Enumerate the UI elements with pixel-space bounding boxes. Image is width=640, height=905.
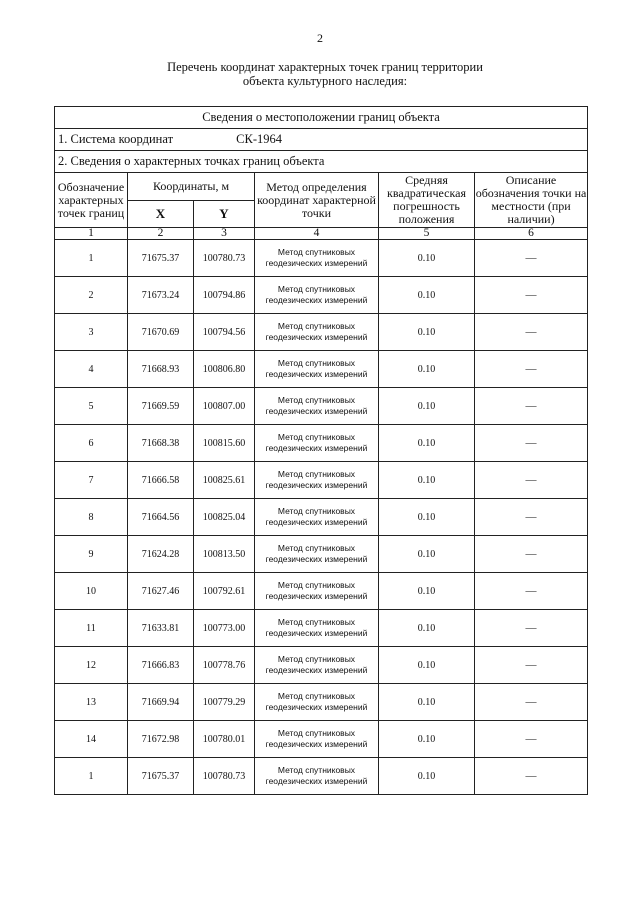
table-row [55,388,588,425]
description-cell: — [475,425,588,462]
header-y: Y [194,201,255,228]
x-coordinate-cell: 71666.83 [128,647,194,684]
error-cell: 0.10 [379,314,475,351]
point-number-cell: 3 [55,314,128,351]
table-row [55,684,588,721]
point-number-cell: 11 [55,610,128,647]
coordinate-system-value: СК-1964 [236,132,283,146]
y-coordinate-cell: 100807.00 [194,388,255,425]
method-cell: Метод спутниковых геодезических измерений [255,536,379,573]
point-number-cell: 12 [55,647,128,684]
method-cell: Метод спутниковых геодезических измерений [255,721,379,758]
document-title [0,60,640,88]
y-coordinate-cell: 100825.04 [194,499,255,536]
title-line-1: Перечень координат характерных точек границ территории [167,60,483,74]
column-number: 2 [128,228,194,240]
error-cell: 0.10 [379,240,475,277]
description-cell: — [475,536,588,573]
x-coordinate-cell: 71670.69 [128,314,194,351]
error-cell: 0.10 [379,425,475,462]
y-coordinate-cell: 100792.61 [194,573,255,610]
method-cell: Метод спутниковых геодезических измерений [255,240,379,277]
y-coordinate-cell: 100815.60 [194,425,255,462]
point-number-cell: 14 [55,721,128,758]
y-coordinate-cell: 100794.86 [194,277,255,314]
y-coordinate-cell: 100794.56 [194,314,255,351]
point-number-cell: 5 [55,388,128,425]
y-coordinate-cell: 100806.80 [194,351,255,388]
y-coordinate-cell: 100825.61 [194,462,255,499]
description-cell: — [475,573,588,610]
description-cell: — [475,240,588,277]
method-cell: Метод спутниковых геодезических измерений [255,277,379,314]
method-cell: Метод спутниковых геодезических измерений [255,573,379,610]
table-row [55,499,588,536]
point-number-cell: 8 [55,499,128,536]
point-number-cell: 9 [55,536,128,573]
error-cell: 0.10 [379,573,475,610]
y-coordinate-cell: 100778.76 [194,647,255,684]
error-cell: 0.10 [379,610,475,647]
x-coordinate-cell: 71675.37 [128,758,194,795]
method-cell: Метод спутниковых геодезических измерений [255,314,379,351]
table-row [55,351,588,388]
header-designation: Обозначение характерных точек границ [55,173,128,228]
method-cell: Метод спутниковых геодезических измерений [255,462,379,499]
y-coordinate-cell: 100779.29 [194,684,255,721]
header-x: X [128,201,194,228]
method-cell: Метод спутниковых геодезических измерений [255,388,379,425]
column-number: 4 [255,228,379,240]
description-cell: — [475,351,588,388]
point-number-cell: 6 [55,425,128,462]
x-coordinate-cell: 71668.38 [128,425,194,462]
description-cell: — [475,610,588,647]
error-cell: 0.10 [379,388,475,425]
point-number-cell: 1 [55,240,128,277]
table-row [55,536,588,573]
point-number-cell: 2 [55,277,128,314]
error-cell: 0.10 [379,536,475,573]
coordinate-system-row [55,129,588,151]
description-cell: — [475,314,588,351]
column-number: 3 [194,228,255,240]
x-coordinate-cell: 71675.37 [128,240,194,277]
header-description: Описание обозначения точки на местности (при наличии) [475,173,587,226]
x-coordinate-cell: 71669.59 [128,388,194,425]
table-row [55,462,588,499]
error-cell: 0.10 [379,277,475,314]
column-number: 1 [55,228,128,240]
table-row [55,277,588,314]
column-number: 6 [475,228,588,240]
error-cell: 0.10 [379,462,475,499]
table-row [55,647,588,684]
point-number-cell: 10 [55,573,128,610]
table-row [55,573,588,610]
error-cell: 0.10 [379,647,475,684]
x-coordinate-cell: 71633.81 [128,610,194,647]
description-cell: — [475,462,588,499]
header-error: Средняя квадратическая погрешность положения [379,173,475,228]
method-cell: Метод спутниковых геодезических измерений [255,758,379,795]
coordinate-system-label: 1. Система координат [58,132,174,146]
y-coordinate-cell: 100780.73 [194,240,255,277]
y-coordinate-cell: 100780.73 [194,758,255,795]
description-cell: — [475,758,588,795]
point-number-cell: 7 [55,462,128,499]
x-coordinate-cell: 71669.94 [128,684,194,721]
table-row [55,314,588,351]
point-number-cell: 1 [55,758,128,795]
point-number-cell: 4 [55,351,128,388]
column-number: 5 [379,228,475,240]
error-cell: 0.10 [379,721,475,758]
method-cell: Метод спутниковых геодезических измерений [255,425,379,462]
method-cell: Метод спутниковых геодезических измерений [255,499,379,536]
method-cell: Метод спутниковых геодезических измерений [255,647,379,684]
y-coordinate-cell: 100773.00 [194,610,255,647]
x-coordinate-cell: 71673.24 [128,277,194,314]
error-cell: 0.10 [379,758,475,795]
error-cell: 0.10 [379,684,475,721]
column-number-row [55,228,588,240]
description-cell: — [475,499,588,536]
table-row [55,610,588,647]
method-cell: Метод спутниковых геодезических измерений [255,684,379,721]
description-cell: — [475,721,588,758]
header-coordinates: Координаты, м [128,173,255,201]
description-cell: — [475,277,588,314]
point-number-cell: 13 [55,684,128,721]
table-banner: Сведения о местоположении границ объекта [55,107,588,129]
title-line-2: объекта культурного наследия: [242,74,408,88]
y-coordinate-cell: 100813.50 [194,536,255,573]
table-row [55,425,588,462]
y-coordinate-cell: 100780.01 [194,721,255,758]
page-number: 2 [317,31,323,45]
error-cell: 0.10 [379,499,475,536]
x-coordinate-cell: 71668.93 [128,351,194,388]
description-cell: — [475,647,588,684]
x-coordinate-cell: 71666.58 [128,462,194,499]
header-method: Метод определения координат характерной точки [255,173,379,228]
table-row [55,721,588,758]
coordinates-table [54,106,588,795]
description-cell: — [475,388,588,425]
method-cell: Метод спутниковых геодезических измерений [255,610,379,647]
method-cell: Метод спутниковых геодезических измерений [255,351,379,388]
x-coordinate-cell: 71627.46 [128,573,194,610]
table-row [55,758,588,795]
x-coordinate-cell: 71624.28 [128,536,194,573]
x-coordinate-cell: 71672.98 [128,721,194,758]
points-section-title: 2. Сведения о характерных точках границ объекта [55,151,588,173]
x-coordinate-cell: 71664.56 [128,499,194,536]
description-cell: — [475,684,588,721]
error-cell: 0.10 [379,351,475,388]
table-row [55,240,588,277]
